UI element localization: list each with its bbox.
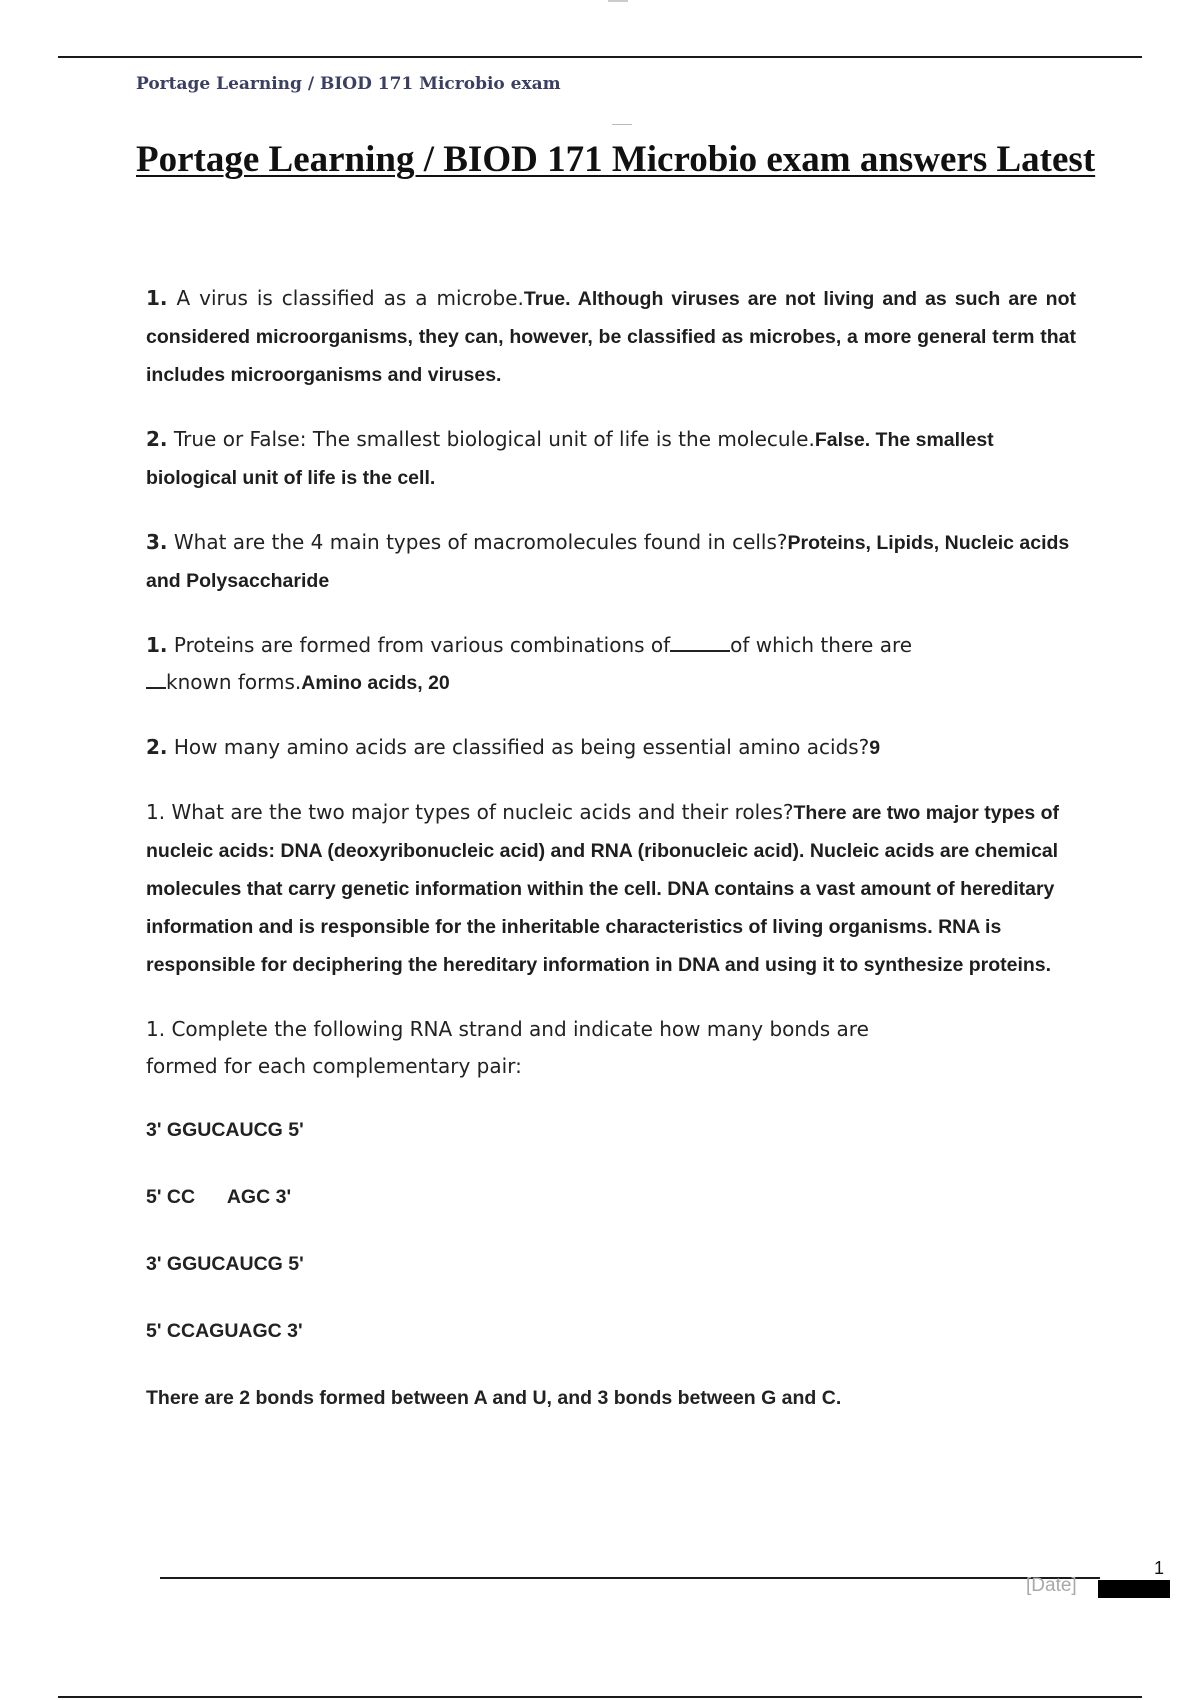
question-text-part-3: known forms. <box>166 670 302 694</box>
question-text: A virus is classified as a microbe. <box>167 286 524 310</box>
fill-blank <box>146 669 166 689</box>
rna-sequence-1: 3' GGUCAUCG 5' <box>146 1119 304 1141</box>
bonds-answer: There are 2 bonds formed between A and U, and 3 bonds between G and C. <box>146 1387 842 1409</box>
answer-text: Amino acids, 20 <box>301 672 450 694</box>
question-text: True or False: The smallest biological unit of life is the molecule. <box>167 427 815 451</box>
question-text-line-2: formed for each complementary pair: <box>146 1054 522 1078</box>
question-text: How many amino acids are classified as being essential amino acids? <box>167 735 870 759</box>
question-smallest-unit <box>146 421 1076 497</box>
question-number: 1. <box>146 1017 166 1041</box>
answer-text: Proteins, Lipids, Nucleic acids and Polysaccharide <box>146 532 1070 592</box>
page-number: 1 <box>1154 1558 1165 1578</box>
rna-sequence-2: 5' CC AGC 3' <box>146 1186 292 1208</box>
question-text-line-1: Complete the following RNA strand and indicate how many bonds are <box>165 1017 869 1041</box>
top-tick-mark <box>608 0 628 2</box>
document-title: Portage Learning / BIOD 171 Microbio exam answers Latest <box>136 139 1096 180</box>
question-rna-strand <box>146 1011 1076 1085</box>
rna-sequence-4: 5' CCAGUAGC 3' <box>146 1320 303 1342</box>
date-placeholder: [Date] <box>1026 1575 1077 1596</box>
fill-blank <box>670 632 730 652</box>
question-virus <box>146 280 1076 394</box>
question-text: What are the two major types of nucleic acids and their roles? <box>165 800 794 824</box>
document-body <box>146 280 1076 1417</box>
question-number: 2. <box>146 427 168 451</box>
question-number: 1. <box>146 633 168 657</box>
answer-text: False. The smallest biological unit of life is the cell. <box>146 429 994 489</box>
footer-black-block <box>1098 1580 1170 1598</box>
running-header: Portage Learning / BIOD 171 Microbio exam <box>136 74 561 94</box>
answer-text: True. Although viruses are not living and as such are not considered microorganisms, they can, however, be classified as microbes, a more general term that includes microorganisms and viruses. <box>146 288 1076 386</box>
header-rule <box>58 56 1142 58</box>
rna-sequence-3: 3' GGUCAUCG 5' <box>146 1253 304 1275</box>
question-text-part-2: of which there are <box>730 633 913 657</box>
question-essential-amino-acids <box>146 729 1076 767</box>
question-proteins <box>146 627 1076 702</box>
question-text-part-1: Proteins are formed from various combinations of <box>167 633 671 657</box>
question-number: 3. <box>146 530 168 554</box>
page-bottom-rule <box>58 1696 1142 1698</box>
question-macromolecules <box>146 524 1076 600</box>
decorative-dash <box>612 124 632 125</box>
question-number: 1. <box>146 286 168 310</box>
answer-text: There are two major types of nucleic acids: DNA (deoxyribonucleic acid) and RNA (ribonucleic acid). Nucleic acids are chemical molecules that carry genetic information within the cell. DNA contains a vast amount of hereditary information and is responsible for the inheritable characteristics of living organisms. RNA is responsible for deciphering the hereditary information in DNA and using it to synthesize proteins. <box>146 802 1059 976</box>
answer-text: 9 <box>869 737 881 759</box>
question-number: 2. <box>146 735 168 759</box>
question-nucleic-acids <box>146 794 1076 984</box>
footer-rule <box>160 1577 1100 1579</box>
question-text: What are the 4 main types of macromolecules found in cells? <box>167 530 788 554</box>
question-number: 1. <box>146 800 166 824</box>
